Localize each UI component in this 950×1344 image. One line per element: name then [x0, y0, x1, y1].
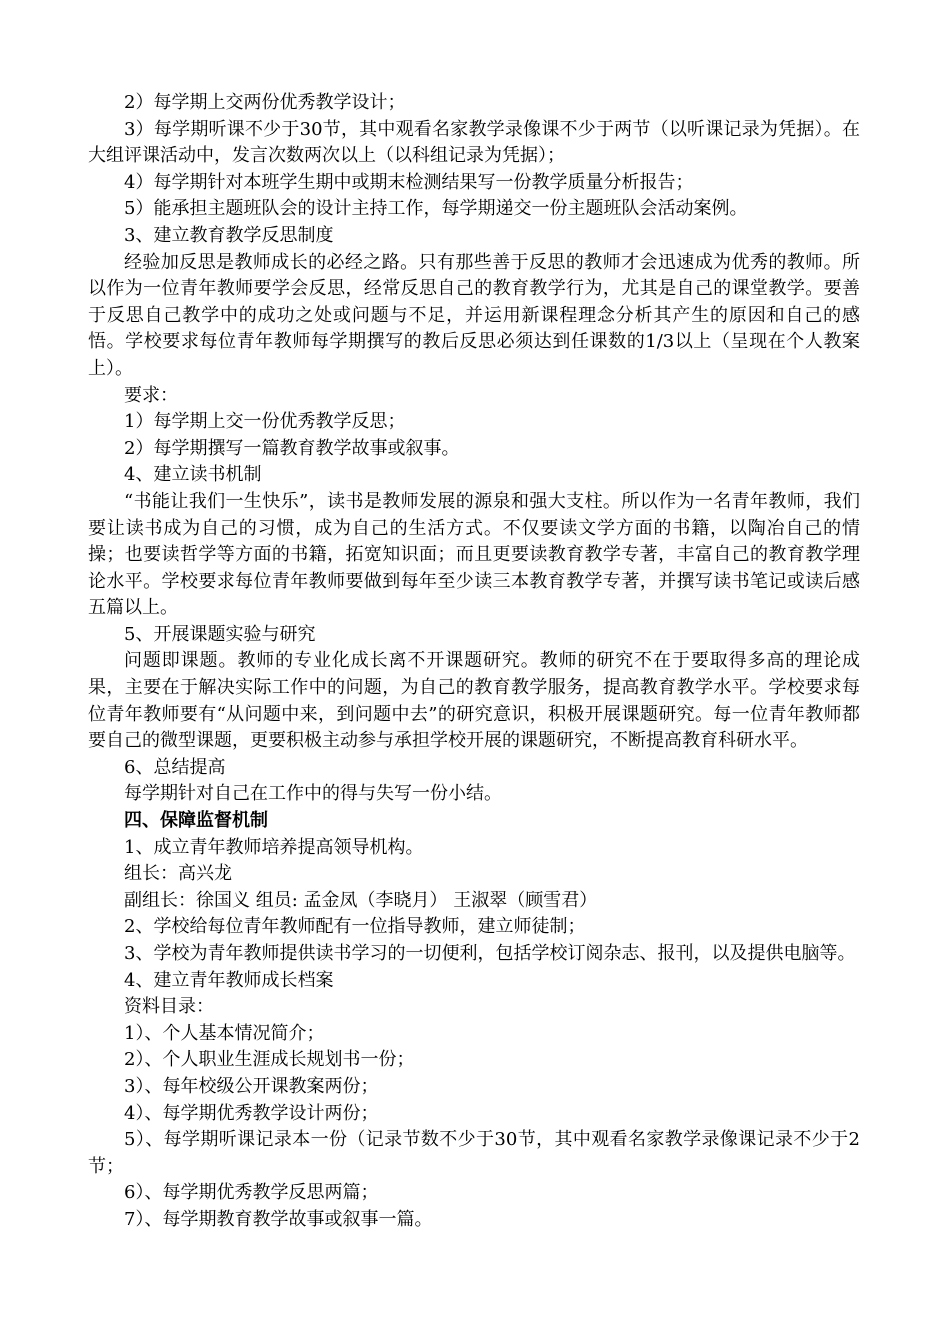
paragraph: 2）每学期撰写一篇教育教学故事或叙事。	[124, 437, 460, 459]
section-heading: 4、建立青年教师成长档案	[124, 969, 334, 991]
section-heading: 3、建立教育教学反思制度	[124, 224, 334, 246]
chapter-heading: 四、保障监督机制	[124, 810, 268, 832]
list-item: 4）、每学期优秀教学设计两份；	[124, 1102, 379, 1124]
section-heading: 4、建立读书机制	[124, 464, 262, 486]
paragraph: 1）每学期上交一份优秀教学反思；	[124, 411, 406, 433]
paragraph: 5）能承担主题班队会的设计主持工作，每学期递交一份主题班队会活动案例。	[124, 198, 748, 220]
list-item: 5）、每学期听课记录本一份（记录节数不少于30节，其中观看名家教学录像课记录不少于2节；	[88, 1129, 860, 1177]
paragraph: 要求：	[124, 384, 178, 406]
paragraph: 每学期针对自己在工作中的得与失写一份小结。	[124, 783, 502, 805]
paragraph: 1、成立青年教师培养提高领导机构。	[124, 836, 424, 858]
paragraph: 3、学校为青年教师提供读书学习的一切便利，包括学校订阅杂志、报刊，以及提供电脑等。	[124, 943, 856, 964]
list-item: 6）、每学期优秀教学反思两篇；	[124, 1182, 379, 1204]
paragraph: 2、学校给每位青年教师配有一位指导教师，建立师徒制；	[124, 916, 586, 938]
list-item: 3）、每年校级公开课教案两份；	[124, 1075, 379, 1097]
paragraph: 4）每学期针对本班学生期中或期末检测结果写一份教学质量分析报告；	[124, 171, 694, 193]
paragraph: 资料目录：	[124, 996, 214, 1018]
section-heading: 5、开展课题实验与研究	[124, 623, 316, 645]
list-item: 2）、个人职业生涯成长规划书一份；	[124, 1049, 415, 1071]
paragraph: 问题即课题。教师的专业化成长离不开课题研究。教师的研究不在于要取得多高的理论成果，主要在于解决实际工作中的问题，为自己的教育教学服务，提高教育教学水平。学校要求每位青年教师要有“从问题中来，到问题中去”的研究意识，积极开展课题研究。每一位青年教师都要自己的微型课题，更要积极主动参与承担学校开展的课题研究，不断提高教育科研水平。	[88, 650, 860, 752]
paragraph: 3）每学期听课不少于30节，其中观看名家教学录像课不少于两节（以听课记录为凭据）。在大组评课活动中，发言次数两次以上（以科组记录为凭据）；	[88, 118, 860, 167]
list-item: 7）、每学期教育教学故事或叙事一篇。	[124, 1208, 433, 1230]
list-item: 1）、个人基本情况简介；	[124, 1022, 325, 1044]
paragraph: 2）每学期上交两份优秀教学设计；	[124, 92, 406, 113]
paragraph: 副组长：徐国义 组员: 孟金凤（李晓月） 王淑翠（顾雪君）	[124, 889, 598, 911]
document-page	[88, 90, 860, 1234]
paragraph: 组长：高兴龙	[124, 863, 232, 885]
paragraph: “书能让我们一生快乐”，读书是教师发展的源泉和强大支柱。所以作为一名青年教师，我们要让读书成为自己的习惯，成为自己的生活方式。不仅要读文学方面的书籍，以陶冶自己的情操；也要读哲学等方面的书籍，拓宽知识面；而且更要读教育教学专著，丰富自己的教育教学理论水平。学校要求每位青年教师要做到每年至少读三本教育教学专著，并撰写读书笔记或读后感五篇以上。	[88, 490, 860, 619]
paragraph: 经验加反思是教师成长的必经之路。只有那些善于反思的教师才会迅速成为优秀的教师。所以作为一位青年教师要学会反思，经常反思自己的教育教学行为，尤其是自己的课堂教学。要善于反思自己教学中的成功之处或问题与不足，并运用新课程理念分析其产生的原因和自己的感悟。学校要求每位青年教师每学期撰写的教后反思必须达到任课数的1/3以上（呈现在个人教案上）。	[88, 251, 860, 379]
section-heading: 6、总结提高	[124, 756, 226, 778]
